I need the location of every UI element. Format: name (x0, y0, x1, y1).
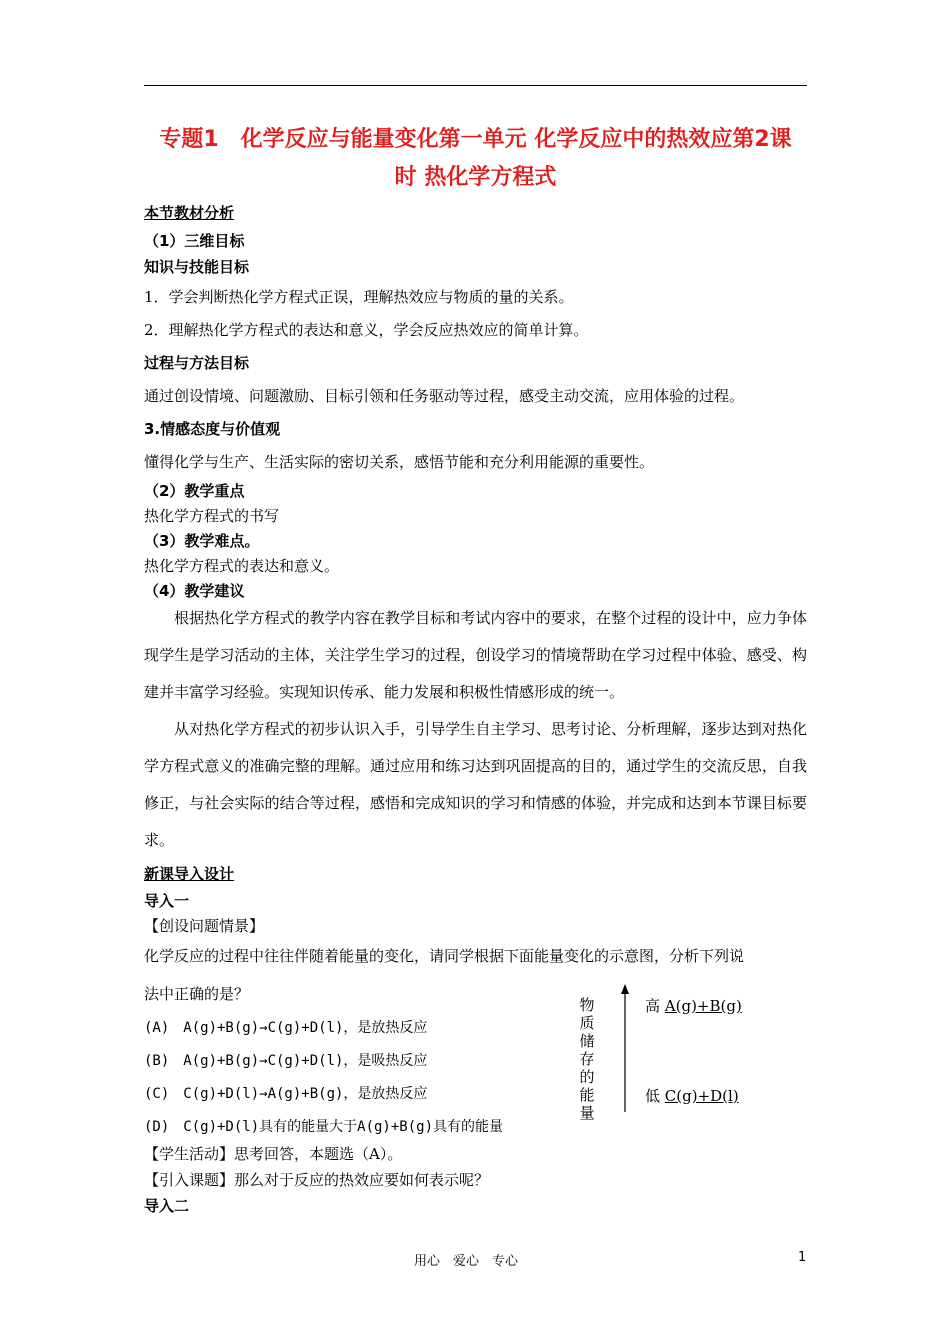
title-line-2: 时 热化学方程式 (394, 165, 557, 190)
high-prefix: 高 (645, 997, 661, 1015)
process-heading: 过程与方法目标 (144, 354, 250, 372)
lead-in: 【引入课题】那么对于反应的热效应要如何表示呢？ (144, 1171, 490, 1189)
title-line-1: 专题1 化学反应与能量变化第一单元 化学反应中的热效应第2课 (159, 127, 792, 152)
key-point-heading: （2）教学重点 (144, 482, 245, 500)
suggestion-paragraph-2: 从对热化学方程式的初步认识入手，引导学生自主学习、思考讨论、分析理解，逐步达到对热化学方程式意义的准确完整的理解。通过应用和练习达到巩固提高的目的，通过学生的交流反思，自我修正，与社会实际的结合等过程，感悟和完成知识的学习和情感的体验，并完成和达到本节课目标要求。 (144, 720, 807, 849)
high-energy-label (645, 995, 742, 1016)
low-prefix: 低 (645, 1087, 661, 1105)
option-c: (C) C(g)+D(l)→A(g)+B(g)，是放热反应 (144, 1086, 428, 1102)
page-number: 1 (798, 1250, 807, 1265)
process-text: 通过创设情境、问题激励、目标引领和任务驱动等过程，感受主动交流，应用体验的过程。 (144, 387, 745, 405)
difficulty-heading: （3）教学难点。 (144, 532, 260, 550)
footer-center: 用心 爱心 专心 (414, 1254, 519, 1269)
energy-axis-label: 物质储存的能量 (579, 996, 595, 1122)
question-line-1: 化学反应的过程中往往伴随着能量的变化，请同学根据下面能量变化的示意图，分析下列说 (144, 947, 745, 965)
high-formula: A(g)+B(g) (664, 997, 742, 1015)
question-line-2: 法中正确的是？ (144, 985, 250, 1003)
goals-heading: （1）三维目标 (144, 232, 245, 250)
intro2-heading: 导入二 (144, 1197, 190, 1215)
section-analysis-heading: 本节教材分析 (144, 204, 235, 222)
energy-axis-arrow (615, 984, 635, 1114)
student-activity: 【学生活动】思考回答，本题选（A）。 (144, 1145, 403, 1163)
suggestion-heading: （4）教学建议 (144, 582, 245, 600)
low-energy-label (645, 1085, 739, 1106)
difficulty-text: 热化学方程式的表达和意义。 (144, 557, 340, 575)
knowledge-item-1: 1．学会判断热化学方程式正误，理解热效应与物质的量的关系。 (144, 288, 574, 306)
option-d: (D) C(g)+D(l)具有的能量大于A(g)+B(g)具有的能量 (144, 1119, 504, 1135)
option-a: (A) A(g)+B(g)→C(g)+D(l)，是放热反应 (144, 1020, 428, 1036)
scene-label: 【创设问题情景】 (144, 917, 265, 935)
option-b: (B) A(g)+B(g)→C(g)+D(l)，是吸热反应 (144, 1053, 428, 1069)
header-rule (144, 85, 807, 86)
emotion-text: 懂得化学与生产、生活实际的密切关系，感悟节能和充分利用能源的重要性。 (144, 453, 655, 471)
emotion-heading: 3.情感态度与价值观 (144, 420, 281, 438)
low-formula: C(g)+D(l) (664, 1087, 739, 1105)
intro-design-heading: 新课导入设计 (144, 865, 235, 883)
knowledge-heading: 知识与技能目标 (144, 258, 250, 276)
knowledge-item-2: 2．理解热化学方程式的表达和意义，学会反应热效应的简单计算。 (144, 321, 589, 339)
key-point-text: 热化学方程式的书写 (144, 507, 280, 525)
suggestion-paragraph-1: 根据热化学方程式的教学内容在教学目标和考试内容中的要求，在整个过程的设计中，应力争体现学生是学习活动的主体，关注学生学习的过程，创设学习的情境帮助在学习过程中体验、感受、构建并丰富学习经验。实现知识传承、能力发展和积极性情感形成的统一。 (144, 609, 807, 701)
intro1-heading: 导入一 (144, 892, 190, 910)
